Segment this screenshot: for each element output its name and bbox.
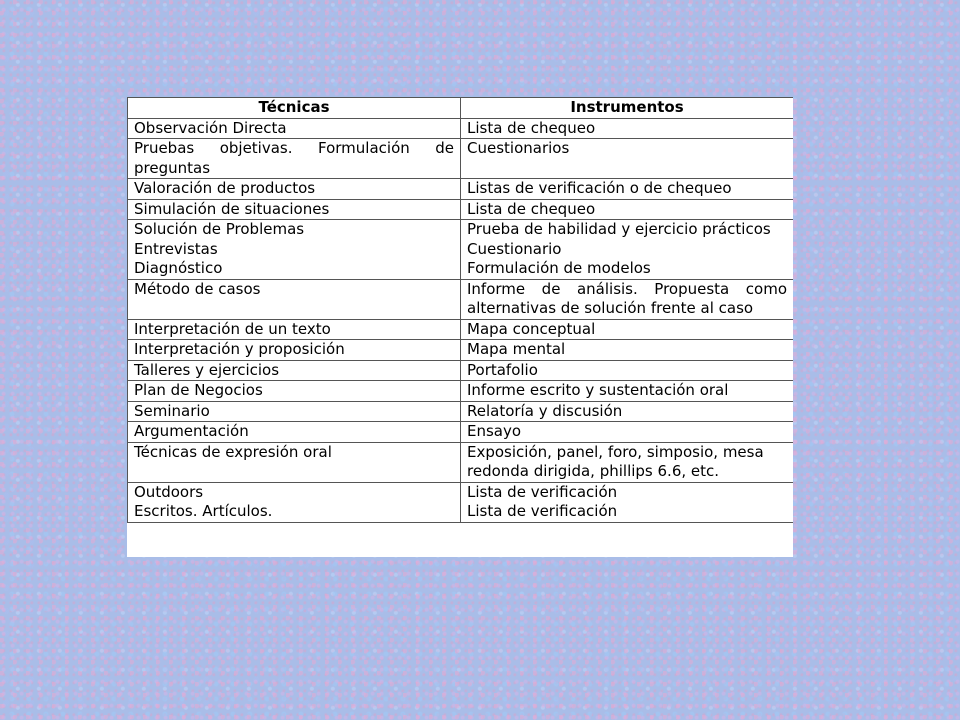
table-row [128, 340, 794, 361]
table-row [128, 502, 794, 522]
table-row [128, 240, 794, 260]
table-row [128, 360, 794, 381]
technique-cell: Diagnóstico [128, 259, 461, 279]
technique-cell: Plan de Negocios [128, 381, 461, 402]
technique-cell: Seminario [128, 401, 461, 422]
instrument-cell: Mapa conceptual [461, 319, 794, 340]
technique-cell: Pruebas objetivas. Formulación de preguntas [128, 139, 461, 179]
technique-cell: Observación Directa [128, 118, 461, 139]
instrument-cell: Portafolio [461, 360, 794, 381]
table-row [128, 319, 794, 340]
instrument-cell: Cuestionario [461, 240, 794, 260]
instrument-cell: Mapa mental [461, 340, 794, 361]
technique-cell: Escritos. Artículos. [128, 502, 461, 522]
table-row [128, 199, 794, 220]
table-row [128, 139, 794, 179]
instrument-cell: Listas de verificación o de chequeo [461, 179, 794, 200]
table-row [128, 482, 794, 502]
table-row [128, 401, 794, 422]
instrument-cell: Lista de verificación [461, 502, 794, 522]
technique-cell: Interpretación y proposición [128, 340, 461, 361]
instrument-cell: Exposición, panel, foro, simposio, mesa redonda dirigida, phillips 6.6, etc. [461, 442, 794, 482]
instrument-cell: Cuestionarios [461, 139, 794, 179]
header-instrumentos: Instrumentos [461, 98, 794, 119]
instrument-cell: Ensayo [461, 422, 794, 443]
table-row [128, 179, 794, 200]
instrument-cell: Informe de análisis. Propuesta como alternativas de solución frente al caso [461, 279, 794, 319]
table-row [128, 259, 794, 279]
technique-cell: Outdoors [128, 482, 461, 502]
technique-cell: Solución de Problemas [128, 220, 461, 240]
table-row [128, 279, 794, 319]
techniques-table-container [127, 97, 793, 557]
table-row [128, 442, 794, 482]
technique-cell: Valoración de productos [128, 179, 461, 200]
instrument-cell: Lista de chequeo [461, 199, 794, 220]
technique-cell: Método de casos [128, 279, 461, 319]
table-row [128, 381, 794, 402]
instrument-cell: Formulación de modelos [461, 259, 794, 279]
instrument-cell: Relatoría y discusión [461, 401, 794, 422]
technique-cell: Técnicas de expresión oral [128, 442, 461, 482]
table-row [128, 220, 794, 240]
technique-cell: Simulación de situaciones [128, 199, 461, 220]
technique-cell: Argumentación [128, 422, 461, 443]
technique-cell: Talleres y ejercicios [128, 360, 461, 381]
instrument-cell: Lista de verificación [461, 482, 794, 502]
instrument-cell: Lista de chequeo [461, 118, 794, 139]
technique-cell: Interpretación de un texto [128, 319, 461, 340]
instrument-cell: Informe escrito y sustentación oral [461, 381, 794, 402]
technique-cell: Entrevistas [128, 240, 461, 260]
header-tecnicas: Técnicas [128, 98, 461, 119]
table-row [128, 118, 794, 139]
table-header-row [128, 98, 794, 119]
instrument-cell: Prueba de habilidad y ejercicio prácticos [461, 220, 794, 240]
table-row [128, 422, 794, 443]
techniques-instruments-table [127, 97, 793, 523]
